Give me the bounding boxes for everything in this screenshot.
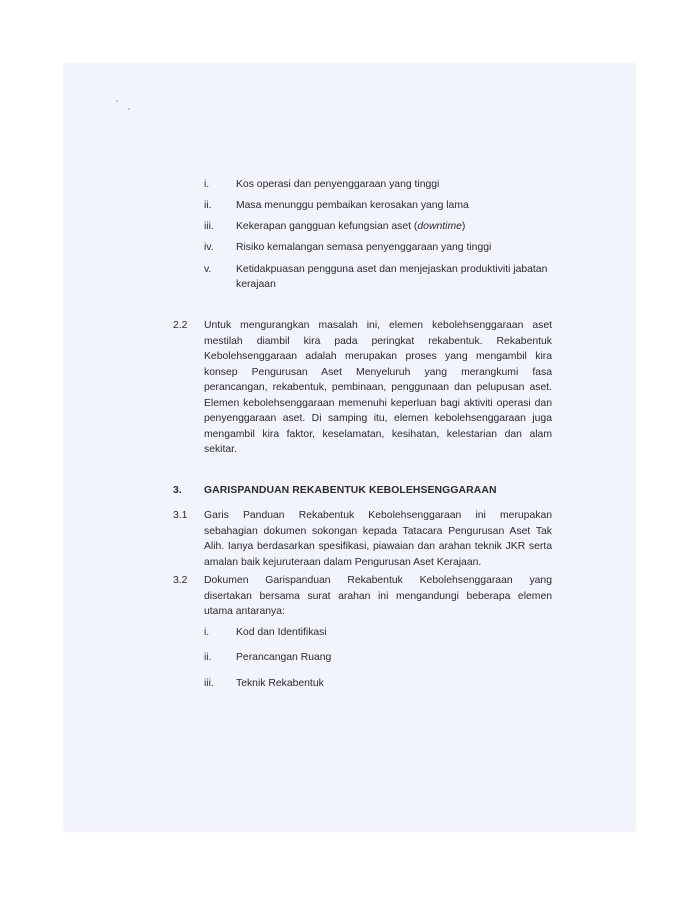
para-2-2-body (204, 318, 552, 458)
list-b-item-2: Perancangan Ruang (236, 652, 332, 663)
para-3-1-line: amalan baik kejuruteraan dalam Pengurusan Aset Kerajaan. (204, 556, 482, 568)
list-a-item-3-close: ) (461, 221, 466, 232)
para-3-1-number: 3.1 (173, 510, 188, 521)
para-2-2-line: konsep Pengurusan Aset Menyeluruh yang merangkumi fasa (204, 366, 552, 378)
para-3-1-line: Garis Panduan Rekabentuk Kebolehsenggaraan ini merupakan (204, 510, 552, 521)
list-b-num-1: i. (204, 627, 210, 638)
para-2-2-line: Kebolehsenggaraan adalah merupakan proses yang mengambil kira (204, 351, 552, 362)
para-3-1-line: Alih. Ianya berdasarkan spesifikasi, piawaian dan arahan teknik JKR serta (204, 541, 552, 552)
para-3-2-line: utama antaranya: (204, 606, 285, 617)
list-a-num-1: i. (204, 179, 210, 190)
list-a-item-2: Masa menunggu pembaikan kerosakan yang lama (236, 200, 469, 211)
list-a-item-3-italic: downtime (417, 221, 462, 232)
list-a-num-4: iv. (204, 242, 214, 253)
list-a-item-5-line-1: Ketidakpuasan pengguna aset dan menjejaskan produktiviti jabatan (236, 264, 548, 275)
section-3-number: 3. (173, 485, 182, 496)
para-2-2-number: 2.2 (173, 320, 188, 331)
list-b-num-3: iii. (204, 678, 214, 689)
para-2-2-line: perancangan, rekabentuk, pembinaan, penggunaan dan pelupusan aset. (204, 382, 552, 393)
para-3-2-number: 3.2 (173, 575, 188, 586)
scan-speck (116, 100, 118, 102)
list-b-item-3: Teknik Rekabentuk (236, 678, 324, 689)
para-3-2-body (204, 573, 552, 620)
scan-speck (128, 108, 130, 110)
para-2-2-line: Untuk mengurangkan masalah ini, elemen kebolehsenggaraan aset (204, 320, 552, 331)
para-2-2-line: mestilah diambil kira pada peringkat rekabentuk. Rekabentuk (204, 335, 552, 347)
list-a-num-5: v. (204, 264, 212, 275)
section-3-title: GARISPANDUAN REKABENTUK KEBOLEHSENGGARAAN (204, 485, 497, 496)
para-2-2-line: Elemen kebolehsenggaraan memenuhi keperluan bagi aktiviti operasi dan (204, 397, 552, 409)
para-2-2-line: penyenggaraan aset. Di samping itu, elemen kebolehsenggaraan juga (204, 413, 552, 424)
list-a-item-3 (236, 219, 465, 234)
para-3-1-body (204, 508, 552, 570)
list-b-num-2: ii. (204, 652, 212, 663)
list-a-item-3-text: Kekerapan gangguan kefungsian aset ( (236, 221, 418, 232)
list-a-item-5-line-2: kerajaan (236, 279, 276, 290)
para-3-2-line: Dokumen Garispanduan Rekabentuk Kebolehsenggaraan yang (204, 575, 552, 586)
para-2-2-line: sekitar. (204, 444, 237, 455)
list-b-item-1: Kod dan Identifikasi (236, 627, 327, 638)
para-3-1-line: sebahagian dokumen sokongan kepada Tatacara Pengurusan Aset Tak (204, 525, 552, 537)
para-2-2-line: mengambil kira faktor, keselamatan, kesihatan, kelestarian dan alam (204, 428, 552, 440)
list-a-item-4: Risiko kemalangan semasa penyenggaraan yang tinggi (236, 242, 492, 253)
list-a-num-3: iii. (204, 221, 214, 232)
list-a-item-1: Kos operasi dan penyenggaraan yang tinggi (236, 179, 440, 190)
para-3-2-line: disertakan bersama surat arahan ini mengandungi beberapa elemen (204, 590, 552, 602)
list-a-num-2: ii. (204, 200, 212, 211)
